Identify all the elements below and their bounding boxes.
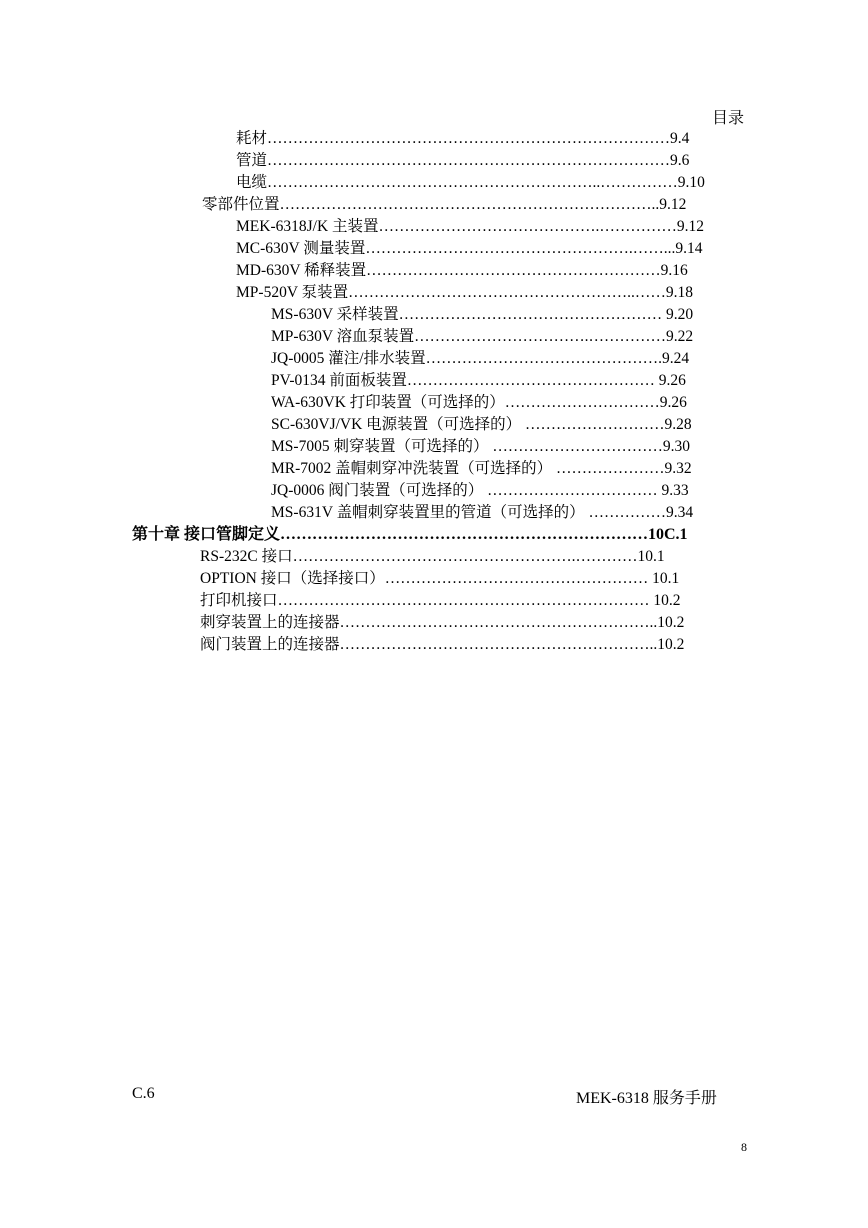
toc-row [0,282,868,304]
toc-row [0,590,868,612]
toc-entry[interactable]: RS-232C 接口……………………………………………….…………10.1 [200,548,665,565]
toc-entry[interactable]: MP-520V 泵装置………………………………………………..……9.18 [236,284,693,301]
toc-entry[interactable]: WA-630VK 打印装置（可选择的）…………………………9.26 [271,394,687,411]
toc-entry[interactable]: MR-7002 盖帽刺穿冲洗装置（可选择的） …………………9.32 [271,460,692,477]
toc-entry[interactable]: JQ-0005 灌注/排水装置……………………………………….9.24 [271,350,690,367]
toc-row [0,480,868,502]
toc-header: 目录 [712,110,745,127]
toc-row [0,502,868,524]
toc-row [0,150,868,172]
footer-section-label: C.6 [132,1085,155,1102]
toc-entry[interactable]: JQ-0006 阀门装置（可选择的） …………………………… 9.33 [271,482,689,499]
toc-entry[interactable]: 阀门装置上的连接器……………………………………………………..10.2 [200,636,685,653]
toc-row [0,304,868,326]
toc-row [0,612,868,634]
toc-entry[interactable]: 刺穿装置上的连接器……………………………………………………..10.2 [200,614,685,631]
toc-entry[interactable]: MD-630V 稀释装置…………………………………………………9.16 [236,262,688,279]
toc-entry[interactable]: 零部件位置………………………………………………………………..9.12 [202,196,687,213]
toc-row [0,348,868,370]
toc-entry[interactable]: MC-630V 测量装置…………………………………………….……...9.14 [236,240,703,257]
toc-chapter-row [0,524,868,546]
toc-row [0,216,868,238]
toc-row [0,436,868,458]
table-of-contents [0,128,868,656]
toc-entry[interactable]: 耗材……………………………………………………………………9.4 [236,130,690,147]
toc-entry[interactable]: MS-7005 刺穿装置（可选择的） ……………………………9.30 [271,438,690,455]
toc-row [0,392,868,414]
toc-row [0,370,868,392]
toc-entry[interactable]: 电缆………………………………………………………..……………9.10 [236,174,705,191]
toc-row [0,326,868,348]
page-number: 8 [741,1140,747,1154]
footer-manual-title: MEK-6318 服务手册 [576,1090,717,1107]
toc-entry[interactable]: 打印机接口……………………………………………………………… 10.2 [200,592,681,609]
toc-row [0,568,868,590]
toc-entry[interactable]: 管道……………………………………………………………………9.6 [236,152,690,169]
toc-row [0,414,868,436]
toc-row [0,128,868,150]
toc-row [0,194,868,216]
toc-row [0,458,868,480]
toc-row [0,260,868,282]
toc-entry[interactable]: SC-630VJ/VK 电源装置（可选择的） ………………………9.28 [271,416,692,433]
toc-entry[interactable]: OPTION 接口（选择接口）…………………………………………… 10.1 [200,570,680,587]
toc-row [0,546,868,568]
toc-entry[interactable]: PV-0134 前面板装置………………………………………… 9.26 [271,372,686,389]
toc-row [0,634,868,656]
toc-entry[interactable]: MEK-6318J/K 主装置…………………………………….……………9.12 [236,218,705,235]
toc-row [0,172,868,194]
toc-entry[interactable]: MP-630V 溶血泵装置…………………………….……………9.22 [271,328,694,345]
toc-chapter-entry[interactable]: 第十章 接口管脚定义……………………………………………………………10C.1 [132,526,688,543]
toc-entry[interactable]: MS-630V 采样装置…………………………………………… 9.20 [271,306,694,323]
toc-entry[interactable]: MS-631V 盖帽刺穿装置里的管道（可选择的） ……………9.34 [271,504,694,521]
toc-row [0,238,868,260]
